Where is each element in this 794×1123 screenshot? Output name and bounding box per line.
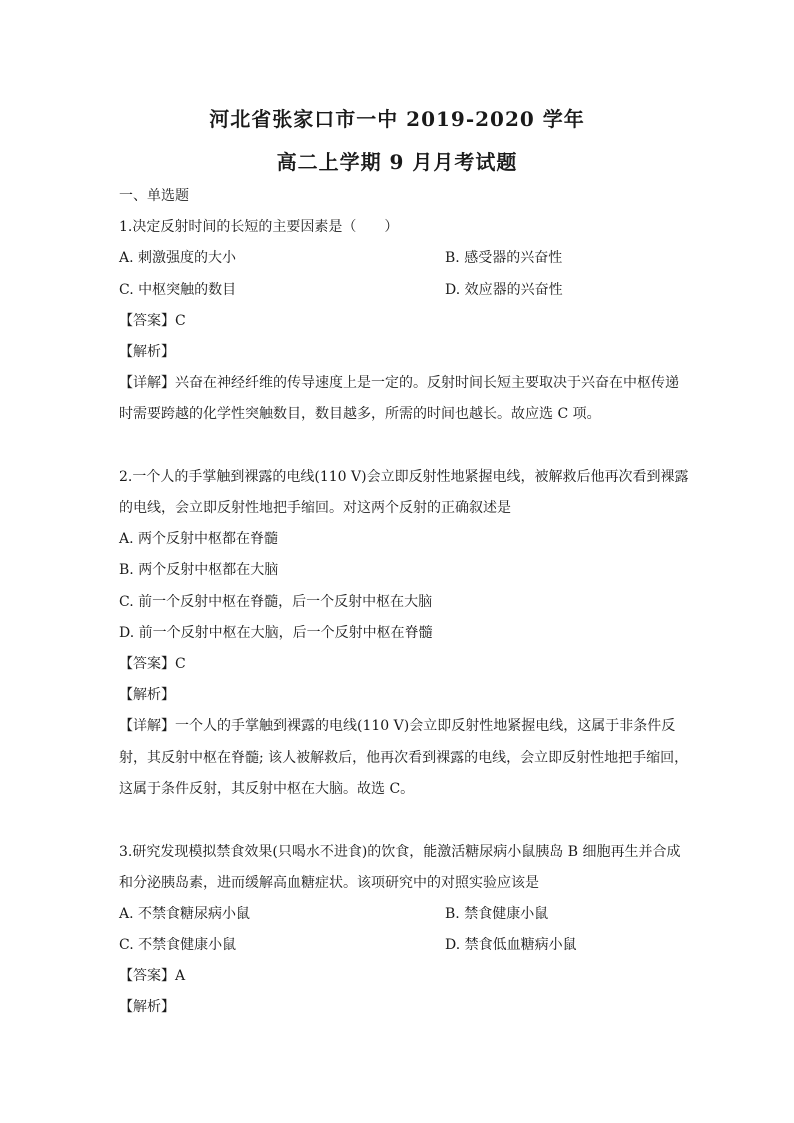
q2-option-d: D. 前一个反射中枢在大脑，后一个反射中枢在脊髓 [119, 625, 433, 641]
q2-stem-line-2: 的电线，会立即反射性地把手缩回。对这两个反射的正确叙述是 [119, 500, 511, 516]
q1-option-d: D. 效应器的兴奋性 [445, 282, 563, 298]
q2-option-a: A. 两个反射中枢都在脊髓 [119, 531, 279, 547]
document-title-line-2: 高二上学期 9 月月考试题 [276, 150, 518, 174]
q3-stem-line-1: 3.研究发现模拟禁食效果(只喝水不进食)的饮食，能激活糖尿病小鼠胰岛 B 细胞再生并合成 [119, 844, 681, 860]
q3-option-c: C. 不禁食健康小鼠 [119, 937, 237, 953]
q2-stem-line-1: 2.一个人的手掌触到裸露的电线(110 V)会立即反射性地紧握电线，被解救后他再次看到裸露 [119, 469, 689, 485]
q2-option-b: B. 两个反射中枢都在大脑 [119, 562, 279, 578]
q3-stem-line-2: 和分泌胰岛素，进而缓解高血糖症状。该项研究中的对照实验应该是 [119, 875, 539, 891]
section-heading: 一、单选题 [119, 188, 189, 204]
q1-detail-line-2: 时需要跨越的化学性突触数目，数目越多，所需的时间也越长。故应选 C 项。 [119, 406, 601, 422]
q3-option-a: A. 不禁食糖尿病小鼠 [119, 906, 251, 922]
q3-option-b: B. 禁食健康小鼠 [445, 906, 549, 922]
q2-detail-line-1: 【详解】一个人的手掌触到裸露的电线(110 V)会立即反射性地紧握电线，这属于非条件反 [119, 718, 676, 734]
q2-answer: 【答案】C [119, 656, 186, 672]
q2-analysis-label: 【解析】 [119, 687, 175, 703]
q2-option-c: C. 前一个反射中枢在脊髓，后一个反射中枢在大脑 [119, 594, 433, 610]
q3-answer: 【答案】A [119, 968, 186, 984]
q1-option-b: B. 感受器的兴奋性 [445, 250, 563, 266]
q1-detail-line-1: 【详解】兴奋在神经纤维的传导速度上是一定的。反射时间长短主要取决于兴奋在中枢传递 [119, 375, 679, 391]
q3-option-d: D. 禁食低血糖病小鼠 [445, 937, 577, 953]
document-title-line-1: 河北省张家口市一中 2019-2020 学年 [209, 107, 585, 131]
q1-option-a: A. 刺激强度的大小 [119, 250, 237, 266]
q1-analysis-label: 【解析】 [119, 344, 175, 360]
q2-detail-line-2: 射，其反射中枢在脊髓; 该人被解救后，他再次看到裸露的电线，会立即反射性地把手缩回， [119, 750, 689, 766]
q1-stem: 1.决定反射时间的长短的主要因素是（ ） [119, 219, 399, 235]
q3-analysis-label: 【解析】 [119, 999, 175, 1015]
q1-option-c: C. 中枢突触的数目 [119, 282, 237, 298]
q2-detail-line-3: 这属于条件反射，其反射中枢在大脑。故选 C。 [119, 781, 415, 797]
q1-answer: 【答案】C [119, 313, 186, 329]
